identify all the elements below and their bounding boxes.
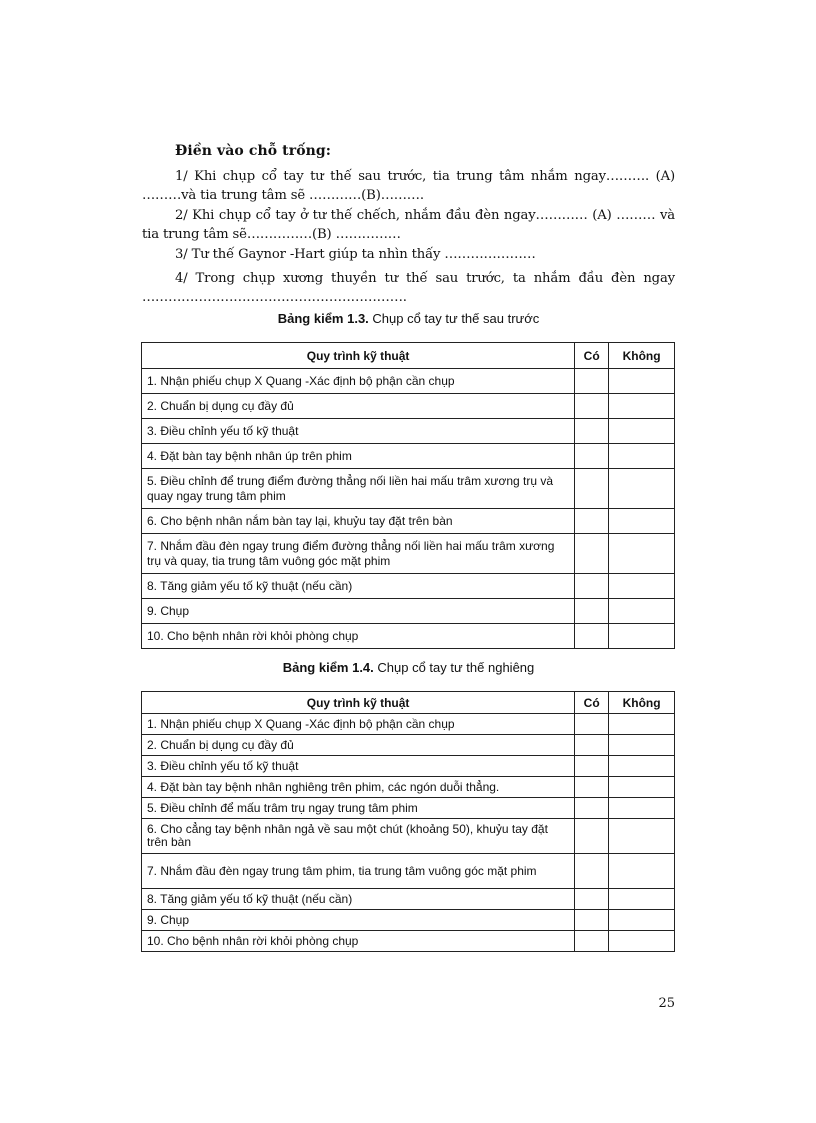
yes-checkbox-cell[interactable]: [575, 777, 609, 798]
yes-checkbox-cell[interactable]: [575, 910, 609, 931]
yes-checkbox-cell[interactable]: [575, 798, 609, 819]
yes-checkbox-cell[interactable]: [575, 756, 609, 777]
table-row: [142, 756, 675, 777]
header-procedure: Quy trình kỹ thuật: [142, 692, 575, 714]
table-row: [142, 624, 675, 649]
step-cell: 4. Đặt bàn tay bệnh nhân nghiêng trên phim, các ngón duỗi thẳng.: [142, 777, 575, 798]
yes-checkbox-cell[interactable]: [575, 624, 609, 649]
no-checkbox-cell[interactable]: [609, 756, 675, 777]
yes-checkbox-cell[interactable]: [575, 469, 609, 509]
no-checkbox-cell[interactable]: [609, 534, 675, 574]
table-row: [142, 419, 675, 444]
yes-checkbox-cell[interactable]: [575, 444, 609, 469]
yes-checkbox-cell[interactable]: [575, 599, 609, 624]
step-cell: 5. Điều chỉnh để trung điểm đường thẳng nối liền hai mấu trâm xương trụ và quay ngay trung tâm phim: [142, 469, 575, 509]
header-procedure: Quy trình kỹ thuật: [142, 343, 575, 369]
no-checkbox-cell[interactable]: [609, 735, 675, 756]
yes-checkbox-cell[interactable]: [575, 819, 609, 854]
table-row: [142, 369, 675, 394]
step-cell: 4. Đặt bàn tay bệnh nhân úp trên phim: [142, 444, 575, 469]
step-cell: 2. Chuẩn bị dụng cụ đầy đủ: [142, 394, 575, 419]
table-row: [142, 889, 675, 910]
no-checkbox-cell[interactable]: [609, 444, 675, 469]
header-yes: Có: [575, 343, 609, 369]
table2-caption-bold: Bảng kiểm 1.4.: [282, 660, 374, 675]
yes-checkbox-cell[interactable]: [575, 574, 609, 599]
step-cell: 7. Nhắm đầu đèn ngay trung tâm phim, tia trung tâm vuông góc mặt phim: [142, 854, 575, 889]
no-checkbox-cell[interactable]: [609, 394, 675, 419]
table-row: [142, 854, 675, 889]
table-row: [142, 509, 675, 534]
table-row: [142, 599, 675, 624]
no-checkbox-cell[interactable]: [609, 931, 675, 952]
yes-checkbox-cell[interactable]: [575, 534, 609, 574]
table-row: [142, 444, 675, 469]
table-row: [142, 910, 675, 931]
question-2: 2/ Khi chụp cổ tay ở tư thế chếch, nhắm đầu đèn ngay………… (A) ……… và tia trung tâm sẽ……………(B) ……………: [142, 208, 675, 242]
step-cell: 9. Chụp: [142, 910, 575, 931]
table-header-row: [142, 343, 675, 369]
table1-caption-text: Chụp cổ tay tư thế sau trước: [368, 311, 540, 326]
header-no: Không: [609, 343, 675, 369]
no-checkbox-cell[interactable]: [609, 910, 675, 931]
yes-checkbox-cell[interactable]: [575, 931, 609, 952]
table1-caption: [142, 311, 675, 326]
table-row: [142, 819, 675, 854]
no-checkbox-cell[interactable]: [609, 624, 675, 649]
yes-checkbox-cell[interactable]: [575, 394, 609, 419]
table-row: [142, 798, 675, 819]
step-cell: 3. Điều chỉnh yếu tố kỹ thuật: [142, 419, 575, 444]
table-row: [142, 574, 675, 599]
yes-checkbox-cell[interactable]: [575, 714, 609, 735]
step-cell: 10. Cho bệnh nhân rời khỏi phòng chụp: [142, 624, 575, 649]
no-checkbox-cell[interactable]: [609, 469, 675, 509]
step-cell: 1. Nhận phiếu chụp X Quang -Xác định bộ phận cần chụp: [142, 714, 575, 735]
question-3: 3/ Tư thế Gaynor -Hart giúp ta nhìn thấy …………………: [175, 247, 536, 262]
table2-caption-text: Chụp cổ tay tư thế nghiêng: [373, 660, 535, 675]
step-cell: 2. Chuẩn bị dụng cụ đầy đủ: [142, 735, 575, 756]
step-cell: 5. Điều chỉnh để mấu trâm trụ ngay trung tâm phim: [142, 798, 575, 819]
table-row: [142, 714, 675, 735]
step-cell: 6. Cho cẳng tay bệnh nhân ngả về sau một chút (khoảng 50), khuỷu tay đặt trên bàn: [142, 819, 575, 854]
table-row: [142, 394, 675, 419]
table1-caption-bold: Bảng kiểm 1.3.: [277, 311, 369, 326]
step-cell: 10. Cho bệnh nhân rời khỏi phòng chụp: [142, 931, 575, 952]
header-no: Không: [609, 692, 675, 714]
table-row: [142, 777, 675, 798]
table-row: [142, 735, 675, 756]
yes-checkbox-cell[interactable]: [575, 419, 609, 444]
table2-caption: [142, 660, 675, 675]
table-row: [142, 931, 675, 952]
no-checkbox-cell[interactable]: [609, 854, 675, 889]
no-checkbox-cell[interactable]: [609, 419, 675, 444]
no-checkbox-cell[interactable]: [609, 369, 675, 394]
step-cell: 8. Tăng giảm yếu tố kỹ thuật (nếu cần): [142, 574, 575, 599]
yes-checkbox-cell[interactable]: [575, 735, 609, 756]
step-cell: 9. Chụp: [142, 599, 575, 624]
question-1: 1/ Khi chụp cổ tay tư thế sau trước, tia trung tâm nhắm ngay………. (A) ………và tia trung tâm sẽ …………(B)……….: [142, 169, 675, 203]
yes-checkbox-cell[interactable]: [575, 854, 609, 889]
no-checkbox-cell[interactable]: [609, 599, 675, 624]
table-row: [142, 469, 675, 509]
page-number: 25: [658, 996, 675, 1011]
yes-checkbox-cell[interactable]: [575, 369, 609, 394]
step-cell: 1. Nhận phiếu chụp X Quang -Xác định bộ phận cần chụp: [142, 369, 575, 394]
yes-checkbox-cell[interactable]: [575, 889, 609, 910]
step-cell: 7. Nhắm đầu đèn ngay trung điểm đường thẳng nối liền hai mấu trâm xương trụ và quay, tia trung tâm vuông góc mặt phim: [142, 534, 575, 574]
step-cell: 3. Điều chỉnh yếu tố kỹ thuật: [142, 756, 575, 777]
header-yes: Có: [575, 692, 609, 714]
no-checkbox-cell[interactable]: [609, 509, 675, 534]
yes-checkbox-cell[interactable]: [575, 509, 609, 534]
checklist-table-1: [141, 342, 675, 649]
no-checkbox-cell[interactable]: [609, 889, 675, 910]
no-checkbox-cell[interactable]: [609, 714, 675, 735]
section-title: Điền vào chỗ trống:: [175, 143, 332, 159]
table-header-row: [142, 692, 675, 714]
table-row: [142, 534, 675, 574]
checklist-table-2: [141, 691, 675, 952]
step-cell: 6. Cho bệnh nhân nắm bàn tay lại, khuỷu tay đặt trên bàn: [142, 509, 575, 534]
no-checkbox-cell[interactable]: [609, 819, 675, 854]
step-cell: 8. Tăng giảm yếu tố kỹ thuật (nếu cần): [142, 889, 575, 910]
question-4: 4/ Trong chụp xương thuyền tư thế sau trước, ta nhắm đầu đèn ngay …………………………………………………….: [142, 271, 675, 305]
no-checkbox-cell[interactable]: [609, 574, 675, 599]
no-checkbox-cell[interactable]: [609, 798, 675, 819]
no-checkbox-cell[interactable]: [609, 777, 675, 798]
